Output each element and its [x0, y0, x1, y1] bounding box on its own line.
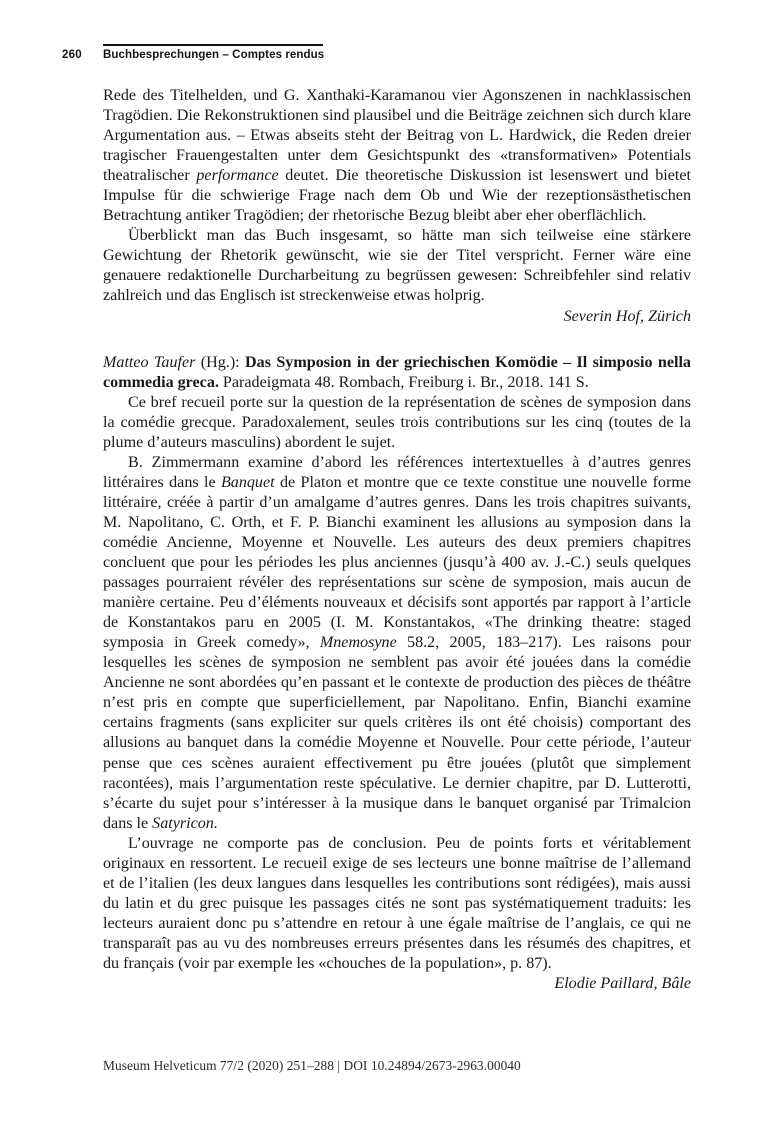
italic-term-satyricon: Satyricon.	[152, 814, 218, 832]
italic-term-banquet: Banquet	[220, 473, 275, 491]
text-column	[103, 86, 691, 994]
page-number: 260	[62, 49, 82, 61]
paragraph-text-b: de Platon et montre que ce texte constitue une nouvelle forme littéraire, créée à partir d’un amalgame d’autres genres. Dans les trois chapitres suivants, M. Napolitano, C. Orth, et F. P. Bianchi examinent les allusions au symposion dans la comédie Ancienne, Moyenne et Nouvelle. Les auteurs des deux premiers chapitres concluent que pour les périodes les plus anciennes (jusqu’à 400 av. J.-C.) seuls quelques passages pourraient révéler des représentations sur scène de symposion, mais aucun de manière certaine. Peu d’éléments nouveaux et décisifs sont apportés par rapport à l’article de Konstantakos paru en 2005 (I. M. Konstantakos, «The drinking theatre: staged symposia in Greek comedy»,	[103, 473, 692, 652]
section-title: Buchbesprechungen – Comptes rendus	[103, 49, 325, 62]
paragraph-text: Rede des Titelhelden, und G. Xanthaki-Karamanou vier Agonszenen in nachklassischen Tragödien. Die Rekonstruktionen sind plausibel und die Beiträge zeichnen sich durch klare Argumentation aus. – Etwas abseits steht der Beitrag von L. Hardwick, die Reden dreier tragischer Frauengestalten unter dem Gesichtspunkt des «transformativen» Potentials theatralischer	[103, 87, 691, 185]
book-imprint: Paradeigmata 48. Rombach, Freiburg i. Br., 2018. 141 S.	[218, 373, 589, 391]
book-title: Das Symposion in der griechischen Komödie – Il simposio nella commedia greca.	[103, 353, 691, 391]
italic-term-mnemosyne: Mnemosyne	[319, 634, 397, 652]
running-head-block	[103, 44, 723, 61]
running-head	[62, 44, 722, 70]
review-two	[103, 353, 691, 995]
review-two-signature: Elodie Paillard, Bâle	[554, 975, 691, 993]
paragraph-text-cont: deutet. Die theoretische Diskussion ist lesenswert und bietet Impulse für die schwierige Frage nach dem Ob und Wie der rezeptionsästhetischen Betrachtung antiker Tragödien; der rhetorische Bezug bleibt aber eher oberflächlich.	[103, 167, 691, 225]
review-two-headnote	[103, 353, 691, 393]
review-two-paragraph-1: Ce bref recueil porte sur la question de la représentation de scènes de symposion dans la comédie grecque. Paradoxalement, seules trois contributions sur les cinq (toutes de la plume d’auteurs masculins) abordent le sujet.	[103, 393, 691, 451]
review-two-paragraph-2	[103, 453, 691, 834]
review-two-paragraph-3: L’ouvrage ne comporte pas de conclusion. Peu de points forts et véritablement originaux en ressortent. Le recueil exige de ses lecteurs une bonne maîtrise de l’allemand et de l’italien (les deux langues dans lesquelles les contributions sont rédigées), mais aussi du latin et du grec puisque les passages cités ne sont pas systématiquement traduits: les lecteurs auraient donc pu s’attendre en retour à une égale maîtrise de l’anglais, ce qui ne transparaît pas au vu des nombreuses erreurs présentes dans les résumés des chapitres, et du français (voir par exemple les «chouches de la population», p. 87).	[103, 834, 691, 972]
header-rule	[103, 44, 323, 46]
review-one-paragraph-2: Überblickt man das Buch insgesamt, so hätte man sich teilweise eine stärkere Gewichtung der Rhetorik gewünscht, wie sie der Titel verspricht. Ferner wäre eine genauere redaktionelle Durcharbeitung zu begrüssen gewesen: Schreibfehler sind relativ zahlreich und das Englisch ist streckenweise etwas holprig.	[103, 227, 691, 305]
paragraph-text-a: B. Zimmermann examine d’abord les références intertextuelles à d’autres genres littéraires dans le	[103, 453, 691, 491]
editor-mark: (Hg.):	[195, 353, 246, 371]
footer-citation: Museum Helveticum 77/2 (2020) 251–288 | DOI 10.24894/2673-2963.00040	[103, 1058, 521, 1073]
italic-term-performance: performance	[196, 167, 279, 185]
review-one-signature: Severin Hof, Zürich	[563, 307, 691, 325]
book-author: Matteo Taufer	[103, 353, 196, 371]
review-one-paragraph-1	[103, 86, 691, 226]
paragraph-text-c: 58.2, 2005, 183–217). Les raisons pour lesquelles les scènes de symposion ne semblent pas avoir été jouées dans la comédie Ancienne ne sont abordées qu’en passant et le contexte de production des pièces de théâtre n’est pris en compte que superficiellement, par Napolitano. Enfin, Bianchi examine certains fragments (sans expliciter sur quels critères ils ont été choisis) comportant des allusions au banquet dans la comédie Moyenne et Nouvelle. Pour cette période, l’auteur pense que ces scènes auraient effectivement pu être jouées (plutôt que simplement racontées), mais l’argumentation reste spéculative. Le dernier chapitre, par D. Lutterotti, s’écarte du sujet pour s’intéresser à la musique dans le banquet organisé par Trimalcion dans le	[103, 634, 691, 832]
